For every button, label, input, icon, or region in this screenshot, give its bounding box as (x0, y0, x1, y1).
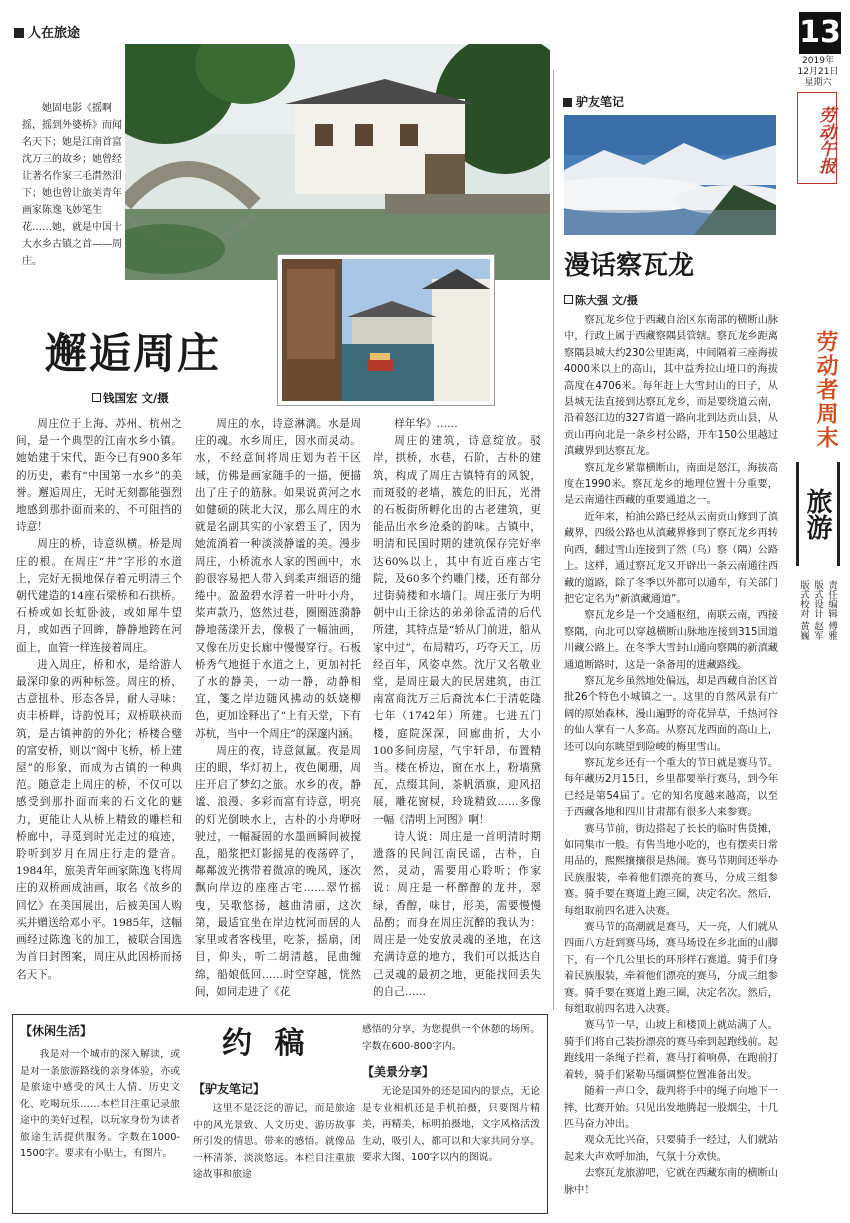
donkey-text-wrap (193, 1101, 355, 1184)
paragraph: 随着一声口令，裁判将手中的绳子向地下一摔，比赛开始。只见出发地腾起一股烟尘，十几匹马奋力冲出。 (564, 1086, 778, 1130)
credit-designer: 版式设计 赵军 (812, 580, 823, 641)
zhouzhuang-bridge-photo (125, 44, 550, 280)
donkey-title: 【驴友笔记】 (193, 1082, 266, 1096)
right-byline (564, 292, 638, 308)
credits (796, 580, 838, 690)
paragraph: 察瓦龙乡紧靠横断山，南面是怒江，海拔高度在1990米。察瓦龙乡的地理位置十分重要，是云南通往西藏的重要通道之一。 (564, 462, 778, 507)
paragraph: 赛马节一早，山坡上和楼顶上就站满了人。骑手们将自己装扮漂亮的赛马牵到起跑线前。起跑线用一条绳子拦着，赛马打着响鼻，在跑前打着转，骑手们紧勒马缰调整位置准备出发。 (564, 1020, 778, 1081)
paragraph: 赛马节前，街边搭起了长长的临时售货摊，如同集市一般。有售当地小吃的，也有摆卖日常用品的，熙熙攘攘很是热闹。赛马节期间还举办民族服装，牵着他们漂亮的赛马，分成三组参赛。骑手要在赛道上跑三圈，决定名次。然后，每组取前四名进入决赛。 (564, 823, 778, 917)
scenic-text-wrap (362, 1084, 540, 1167)
right-section-label (563, 93, 624, 110)
donkey-text: 这里不是泛泛的游记，而是旅途中的风光景致、人文历史、游历故事所引发的情思。带来的感悟。就像品一杯清茶，淡淡悠远。本栏目注重旅途故事和旅途 (193, 1103, 355, 1180)
credit-proofreader: 版式校对 黄巍 (798, 580, 809, 641)
square-outline-icon (564, 295, 573, 304)
photo-caption: 她固电影《摇啊摇，摇到外婆桥》而闻名天下；她是江南首富沈万三的故乡；她曾经让著名作家三毛潸然泪下；她也曾让旅美青年画家陈逸飞妙笔生花……她，就是中国十大水乡古镇之首——周庄。 (22, 103, 122, 267)
article-column-2 (195, 416, 361, 1000)
right-byline-text: 陈大强 文/摄 (575, 294, 638, 307)
sidebar-title: 劳动者周末 (813, 330, 838, 450)
masthead-logo: 劳动午报 (797, 92, 837, 184)
paragraph: 周庄的桥，诗意纵横。桥是周庄的根。在周庄“井”字形的水道上，完好无损地保存着元明清三个朝代建造的14座石梁桥和石拱桥。石桥或如长虹卧波，或如犀牛望月，或如西子回眸，静静地跨在河面上，血管一样连接着周庄。 (16, 538, 182, 654)
square-bullet-icon (14, 28, 24, 38)
date-day: 12月21日 (797, 67, 839, 77)
leisure-text-wrap (20, 1047, 180, 1163)
call-title: 约 稿 (222, 1026, 311, 1061)
article-column-1 (16, 416, 182, 1000)
leisure-section (20, 1022, 180, 1163)
date-year: 2019年 (802, 56, 834, 66)
scenic-title: 【美景分享】 (362, 1065, 435, 1079)
credit-editor: 责任编辑 傅雅 (826, 580, 837, 641)
paragraph: 周庄的水，诗意淋漓。水是周庄的魂。水乡周庄，因水而灵动。水，不经意间将周庄划为若干区域，仿佛是画家随手的一描，便描出了庄子的筋脉。如果说黄河之水如健硕的陕北大汉，那么周庄的水就是名副其实的小家碧玉了，因为她流淌着一种淡淡静谧的美。漫步周庄，小桥流水人家的图画中，水韵很容易把人带入到柔声细语的缱绻中。盈盈碧水浮着一叶叶小舟，桨声款乃，悠然过巷，圈圈涟漪静静地荡漾开去，像极了一幅油画，又像在历史长廊中慢慢穿行。石板桥秀气地挺于水道之上，更加衬托了水的静美，一动一静，动静相宜，箋之岸边随风拂动的妖娆柳色，更加诠释出了“上有天堂，下有苏杭，当中一个周庄”的深邃内涵。 (195, 418, 361, 740)
paragraph: 去察瓦龙旅游吧，它就在西藏东南的横断山脉中！ (564, 1168, 778, 1196)
byline-text: 钱国宏 文/摄 (103, 391, 169, 405)
paragraph: 周庄的建筑，诗意绽放。驳岸，拱桥，水巷，石阶，古朴的建筑，构成了周庄古镇特有的风貌，而斑驳的老墙，簇危的旧瓦，光滑的石板街所孵化出的古老建筑，更能品出水乡沧桑的韵味。古镇中，明清和民国时期的建筑保存完好率达60%以上，其中有近百座古宅院，及60多个约雕门楼，还有部分过街骑楼和水墙门。周庄张厅为明朝中山王徐达的弟弟徐孟清的后代所建，其特点是“轿从门前进，船从家中过”，布局精巧，巧夺天工，历经百年，风姿卓然。沈厅又名敬业堂，是周庄最大的民居建筑，由江南富商沈万三后裔沈本仁于清乾隆七年（1742年）所建。七进五门楼，庭院深深，回廊曲折，大小100多间房屋，气宇轩昂，布置精当。楼在桥边，窗在水上，粉墙黛瓦，点缀其间，茶帆酒旗，迎风招展，雕花窗棂，玲珑精致……多像一幅《清明上河图》啊！ (373, 435, 541, 826)
paragraph: 近年来，柏油公路已经从云南贡山修到了滇藏界，四级公路也从滇藏界修到了察瓦龙乡再转向西，翻过雪山连接到了然（乌）察（隅）公路上。这样，通过察瓦龙又开辟出一条云南通往西藏的道路，除了冬季以外都可以通车，有关部门把它定名为“新滇藏通道”。 (564, 511, 778, 605)
section-label (14, 22, 80, 41)
section-label-text: 人在旅途 (28, 26, 81, 41)
article-title: 邂逅周庄 (45, 329, 222, 378)
right-section-label-text: 驴友笔记 (576, 95, 625, 109)
right-article-body (564, 313, 778, 1215)
donkey-notes-section (193, 1080, 355, 1184)
scenic-section (362, 1022, 540, 1167)
date-weekday: 星期六 (804, 78, 832, 88)
paragraph: 周庄的夜，诗意氤氲。夜是周庄的眼，华灯初上，夜色阑珊，周庄开启了梦幻之旅。水乡的夜，静谧、浪漫、多彩而富有诗意，明亮的灯光倒映水上，古朴的小舟咿呀驶过，一幅凝固的水墨画瞬间被搅乱，船浆把灯影摇晃的夜荡碎了，鄰鄰波光携带着微凉的晚风，逐次飘向岸边的座座古宅……翠竹摇曳，吴歌悠扬，越曲清丽，这次第，最适宜坐在岸边枕河而居的人家里或者客栈里，吃茶，摇扇，闭目，仰头，听二胡清越，昆曲缠绵，船娘低回……时空穿越，恍然间，如同走进了《花 (195, 744, 361, 998)
paragraph: 进入周庄，桥和水，是给游人最深印象的两种标签。周庄的桥，古意扭朴、形态各异，耐人寻味：贞丰桥畔，诗韵悦耳；双桥联袂而筑，是古镇神韵的外化；桥楼合璧的富安桥，则以“阁中飞桥，桥上建屋”的形象，而成为古镇的一种典范。随意走上周庄的桥，不仅可以感受到那扑面而来的石文化的魅力，更能让人从桥上精致的雕栏和桥廊中，寻觅到时光走过的痕迹，聆听到岁月在周庄行走的跫音。1984年，旅美青年画家陈逸飞将周庄的双桥画成油画，取名《故乡的回忆》在美国展出，后被美国人购买并赠送给邓小平。1985年，这幅画经过陈逸飞的加工，被联合国选为首日封图案，周庄从此因桥而扬名天下。 (16, 658, 182, 981)
paragraph: 赛马节的高潮就是赛马，天一亮，人们就从四面八方赶到赛马场，赛马场设在乡北面的山脚下，有一个几公里长的环形样石赛道。骑手们身着民族服装，牵着他们漂亮的赛马，分成三组参赛。骑手要在赛道上跑三圈，决定名次。然后，每组取前四名进入决赛。 (564, 922, 778, 1016)
chawalong-mountain-photo (564, 115, 776, 235)
sidebar-subtitle: 旅游 (796, 462, 840, 566)
paragraph: 周庄位于上海、苏州、杭州之间，是一个典型的江南水乡小镇。她始建于宋代，距今已有900多年的历史，素有“中国第一水乡”的美誉。邂逅周庄，无时无刻都能强烈地感到那扑面而来的、不可阻挡的诗意！ (16, 418, 182, 534)
paragraph: 察瓦龙乡还有一个重大的节日就是赛马节。每年藏历2月15日，乡里都要举行赛马，到今年已经是第54届了。它的知名度越来越高，以至于西藏各地和四川甘肃都有很多人来参赛。 (564, 757, 778, 819)
scenic-text: 无论是国外的还是国内的景点，无论是专业相机还是手机拍摄，只要图片精美，再精美，标明拍摄地，文字风格活泼生动，吸引人，都可以和大家共同分享。要求大图、100字以内的图说。 (362, 1086, 540, 1163)
right-article-title: 漫话察瓦龙 (564, 251, 695, 281)
donkey-text-continued: 感悟的分享，为您提供一个休憩的场所。字数在600-800字内。 (362, 1024, 540, 1052)
issue-date (790, 56, 846, 89)
article-column-3 (373, 416, 541, 1000)
paragraph: 察瓦龙乡是一个交通枢纽，南联云南，西接察隅，向北可以穿越横断山脉地连接到315国道川藏公路上。在冬季大雪封山通向察隅的新滇藏通道断路时，这是一条备用的进藏路线。 (564, 610, 778, 671)
paragraph: 诗人说：周庄是一首明清时期遗落的民间江南民谣，古朴，自然，灵动，需要用心聆听；作家说：周庄是一杯醉醇的龙井，翠绿，香醇，味甘，形美，需要慢慢品酌；而身在周庄沉醉的我认为：周庄是一处安放灵魂的圣地，在这充满诗意的地方，我们可以抵达自己灵魂的最初之地，更能找回丢失的自己…… (373, 830, 541, 998)
column-divider (553, 70, 554, 1010)
square-bullet-icon (563, 98, 572, 107)
paragraph: 察瓦龙乡位于西藏自治区东南部的横断山脉中，行政上属于西藏察隅县管辖。察瓦龙乡距离察隅县城大约230公里距离，中间隔着三座海拔4000米以上的高山，其中益秀拉山垭口的海拔高度在4706米。每年赶上大雪封山的日子，从县城无法直接到达察瓦龙乡，而是要绕道云南，沿着怒江边的327省道一路向北到达贡山县，从贡山再向北是一条乡村公路，开车150公里越过滇藏界到达察瓦龙。 (564, 315, 778, 458)
paragraph: 样年华》…… (394, 418, 458, 430)
paragraph: 观众无比兴奋，只要骑手一经过，人们就站起来大声欢呼加油，气氛十分欢快。 (564, 1135, 778, 1163)
page-number: 13 (799, 12, 841, 54)
paragraph: 察瓦龙乡虽然地处偏远，却是西藏自治区首批26个特色小城镇之一。这里的自然风景有广阔的原始森林，漫山遍野的奇花异草，千热河谷的仙人掌有一人多高。从察瓦龙西面的高山上，还可以向东眺望到险峻的梅里雪山。 (564, 675, 778, 753)
square-outline-icon (92, 393, 101, 402)
zhouzhuang-canal-photo (278, 255, 494, 405)
leisure-title: 【休闲生活】 (20, 1024, 93, 1038)
leisure-text: 我是对一个城市的深入解读，或是对一条旅游路线的亲身体验，亦或是旅途中感受的风土人情、历史文化、吃喝玩乐……本栏目注重记录旅途中的美好过程，以玩家身份为读者旅途生活提供服务。字数在1000-1500字。要求有小贴士，有图片。 (20, 1049, 180, 1159)
byline (92, 390, 169, 406)
